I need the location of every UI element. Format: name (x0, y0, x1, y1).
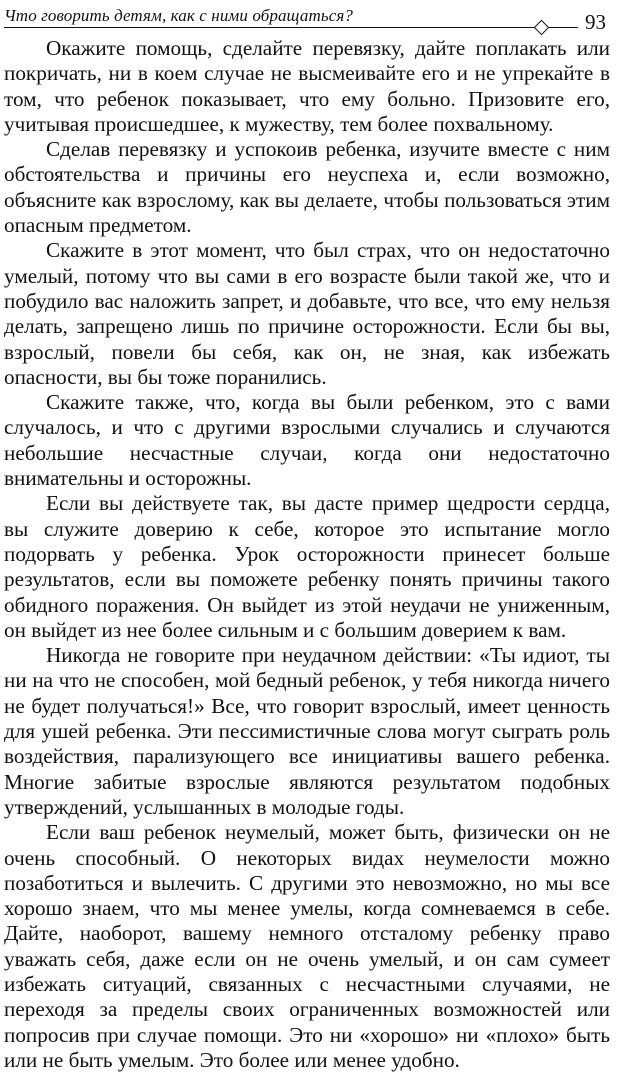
running-title: Что говорить детям, как с ними обращаться? (4, 6, 353, 25)
paragraph-3: Скажите в этот момент, что был страх, что он недостаточно умелый, потому что вы сами в его возрасте были такой же, что и побудило вас наложить запрет, и добавьте, что все, что ему нельзя делать, запрещено лишь по причине осторожности. Если бы вы, взрослый, повели бы себя, как он, не зная, как избежать опасности, вы бы тоже поранились. (4, 238, 610, 389)
paragraph-6: Никогда не говорите при неудачном действии: «Ты идиот, ты ни на что не способен, мой бедный ребенок, у тебя никогда ничего не будет получаться!» Все, что говорит взрослый, имеет ценность для ушей ребенка. Эти пессимистичные слова могут сыграть роль воздействия, парализующего все инициативы вашего ребенка. Многие забитые взрослые являются результатом подобных утверждений, услышанных в молодые годы. (4, 643, 610, 819)
header-rule-ornament (534, 20, 550, 36)
paragraph-2: Сделав перевязку и успокоив ребенка, изучите вместе с ним обстоятельства и причины его неуспеха и, если возможно, объясните как взрослому, как вы делаете, чтобы пользоваться этим опасным предметом. (4, 137, 610, 238)
paragraph-1: Окажите помощь, сделайте перевязку, дайте поплакать или покричать, ни в коем случае не высмеивайте его и не упрекайте в том, что ребенок показывает, что ему больно. Призовите его, учитывая происшедшее, к мужеству, тем более похвальному. (4, 36, 610, 136)
body-text (4, 36, 610, 1073)
paragraph-7: Если ваш ребенок неумелый, может быть, физически он не очень способный. О некоторых видах неумелости можно позаботиться и вылечить. С другими это невозможно, но мы все хорошо знаем, что мы менее умелы, когда сомневаемся в себе. Дайте, наоборот, вашему немного отсталому ребенку право уважать себя, даже если он не очень умелый, и он сам сумеет избежать ситуаций, связанных с несчастными случаями, не переходя за пределы своих ограниченных возможностей или попросив при случае помощи. Это ни «хорошо» ни «плохо» быть или не быть умелым. Это более или менее удобно. (4, 820, 610, 1072)
paragraph-4: Скажите также, что, когда вы были ребенком, это с вами случалось, и что с другими взрослыми случались и случаются небольшие несчастные случаи, когда они недостаточно внимательны и осторожны. (4, 390, 610, 491)
page-number: 93 (585, 10, 606, 34)
paragraph-5: Если вы действуете так, вы дасте пример щедрости сердца, вы служите доверию к себе, которое это испытание могло подорвать у ребенка. Урок осторожности принесет больше результатов, если вы поможете ребенку понять причины такого обидного поражения. Он выйдет из этой неудачи не униженным, он выйдет из нее более сильным и с большим доверием к вам. (4, 491, 610, 642)
header-rule (4, 27, 578, 28)
running-header (4, 4, 614, 34)
